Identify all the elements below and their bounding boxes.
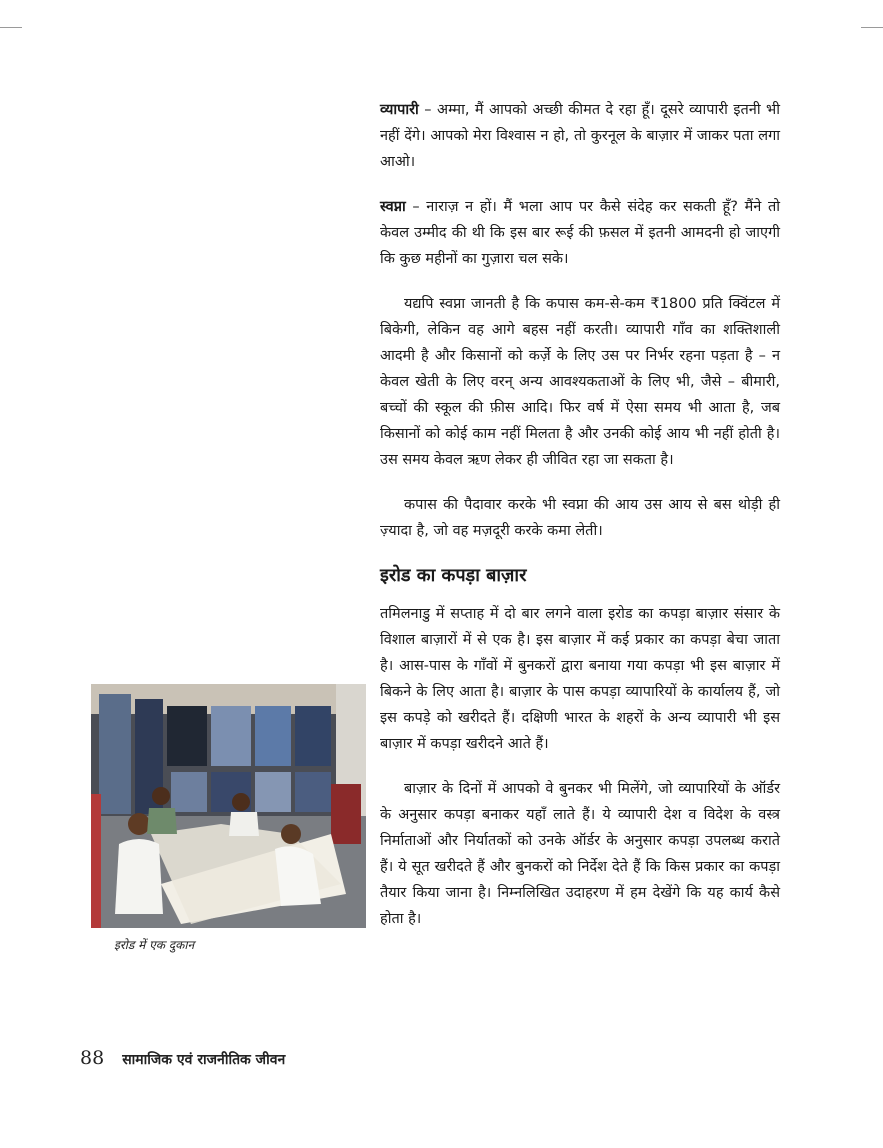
- dialogue-trader: [380, 97, 780, 175]
- paragraph-weavers: बाज़ार के दिनों में आपको वे बुनकर भी मिलेंगे, जो व्यापारियों के ऑर्डर के अनुसार कपड़ा बनाकर यहाँ लाते हैं। ये व्यापारी देश व विदेश के वस्त्र निर्माताओं और निर्यातकों को उनके ऑर्डर के अनुसार कपड़ा उपलब्ध कराते हैं। ये सूत खरीदते हैं और बुनकरों को निर्देश देते हैं कि किस प्रकार का कपड़ा तैयार किया जाना है। निम्नलिखित उदाहरण में हम देखेंगे कि यह कार्य कैसे होता है।: [380, 781, 780, 927]
- page-number: 88: [80, 1047, 105, 1069]
- book-title: सामाजिक एवं राजनीतिक जीवन: [122, 1052, 286, 1068]
- dialogue-swapna: [380, 194, 780, 272]
- shop-photo: [91, 684, 366, 928]
- page-footer: [80, 1047, 285, 1069]
- main-text-column: [380, 97, 780, 951]
- speaker-swapna: स्वप्ना: [380, 199, 406, 215]
- photo-caption: इरोड में एक दुकान: [114, 938, 195, 952]
- speaker-trader: व्यापारी: [380, 102, 419, 118]
- crop-mark-right: [861, 27, 883, 28]
- crop-mark-left: [0, 27, 22, 28]
- dialogue-trader-text: – अम्मा, मैं आपको अच्छी कीमत दे रहा हूँ। दूसरे व्यापारी इतनी भी नहीं देंगे। आपको मेरा विश्वास न हो, तो कुरनूल के बाज़ार में जाकर पता लगा आओ।: [380, 102, 780, 170]
- paragraph-income: कपास की पैदावार करके भी स्वप्ना की आय उस आय से बस थोड़ी ही ज़्यादा है, जो वह मज़दूरी करके कमा लेती।: [380, 497, 780, 539]
- paragraph-erode-market: तमिलनाडु में सप्ताह में दो बार लगने वाला इरोड का कपड़ा बाज़ार संसार के विशाल बाज़ारों में से एक है। इस बाज़ार में कई प्रकार का कपड़ा बेचा जाता है। आस-पास के गाँवों में बुनकरों द्वारा बनाया गया कपड़ा भी इस बाज़ार में बिकने के लिए आता है। बाज़ार के पास कपड़ा व्यापारियों के कार्यालय हैं, जो इस कपड़े को खरीदते हैं। दक्षिणी भारत के शहरों के अन्य व्यापारी भी इस बाज़ार में कपड़ा खरीदने आते हैं।: [380, 606, 780, 752]
- section-heading: इरोड का कपड़ा बाज़ार: [380, 565, 527, 586]
- dialogue-swapna-text: – नाराज़ न हों। मैं भला आप पर कैसे संदेह कर सकती हूँ? मैंने तो केवल उम्मीद की थी कि इस बार रूई की फ़सल में इतनी आमदनी हो जाएगी कि कुछ महीनों का गुज़ारा चल सके।: [380, 199, 780, 267]
- paragraph-debt: यद्यपि स्वप्ना जानती है कि कपास कम-से-कम ₹1800 प्रति क्विंटल में बिकेगी, लेकिन वह आगे बहस नहीं करती। व्यापारी गाँव का शक्तिशाली आदमी है और किसानों को कर्ज़े के लिए उस पर निर्भर रहना पड़ता है – न केवल खेती के लिए वरन् अन्य आवश्यकताओं के लिए भी, जैसे – बीमारी, बच्चों की स्कूल की फ़ीस आदि। फिर वर्ष में ऐसा समय भी आता है, जब किसानों को कोई काम नहीं मिलता है और उनकी कोई आय भी नहीं होती है। उस समय केवल ऋण लेकर ही जीवित रहा जा सकता है।: [380, 296, 780, 468]
